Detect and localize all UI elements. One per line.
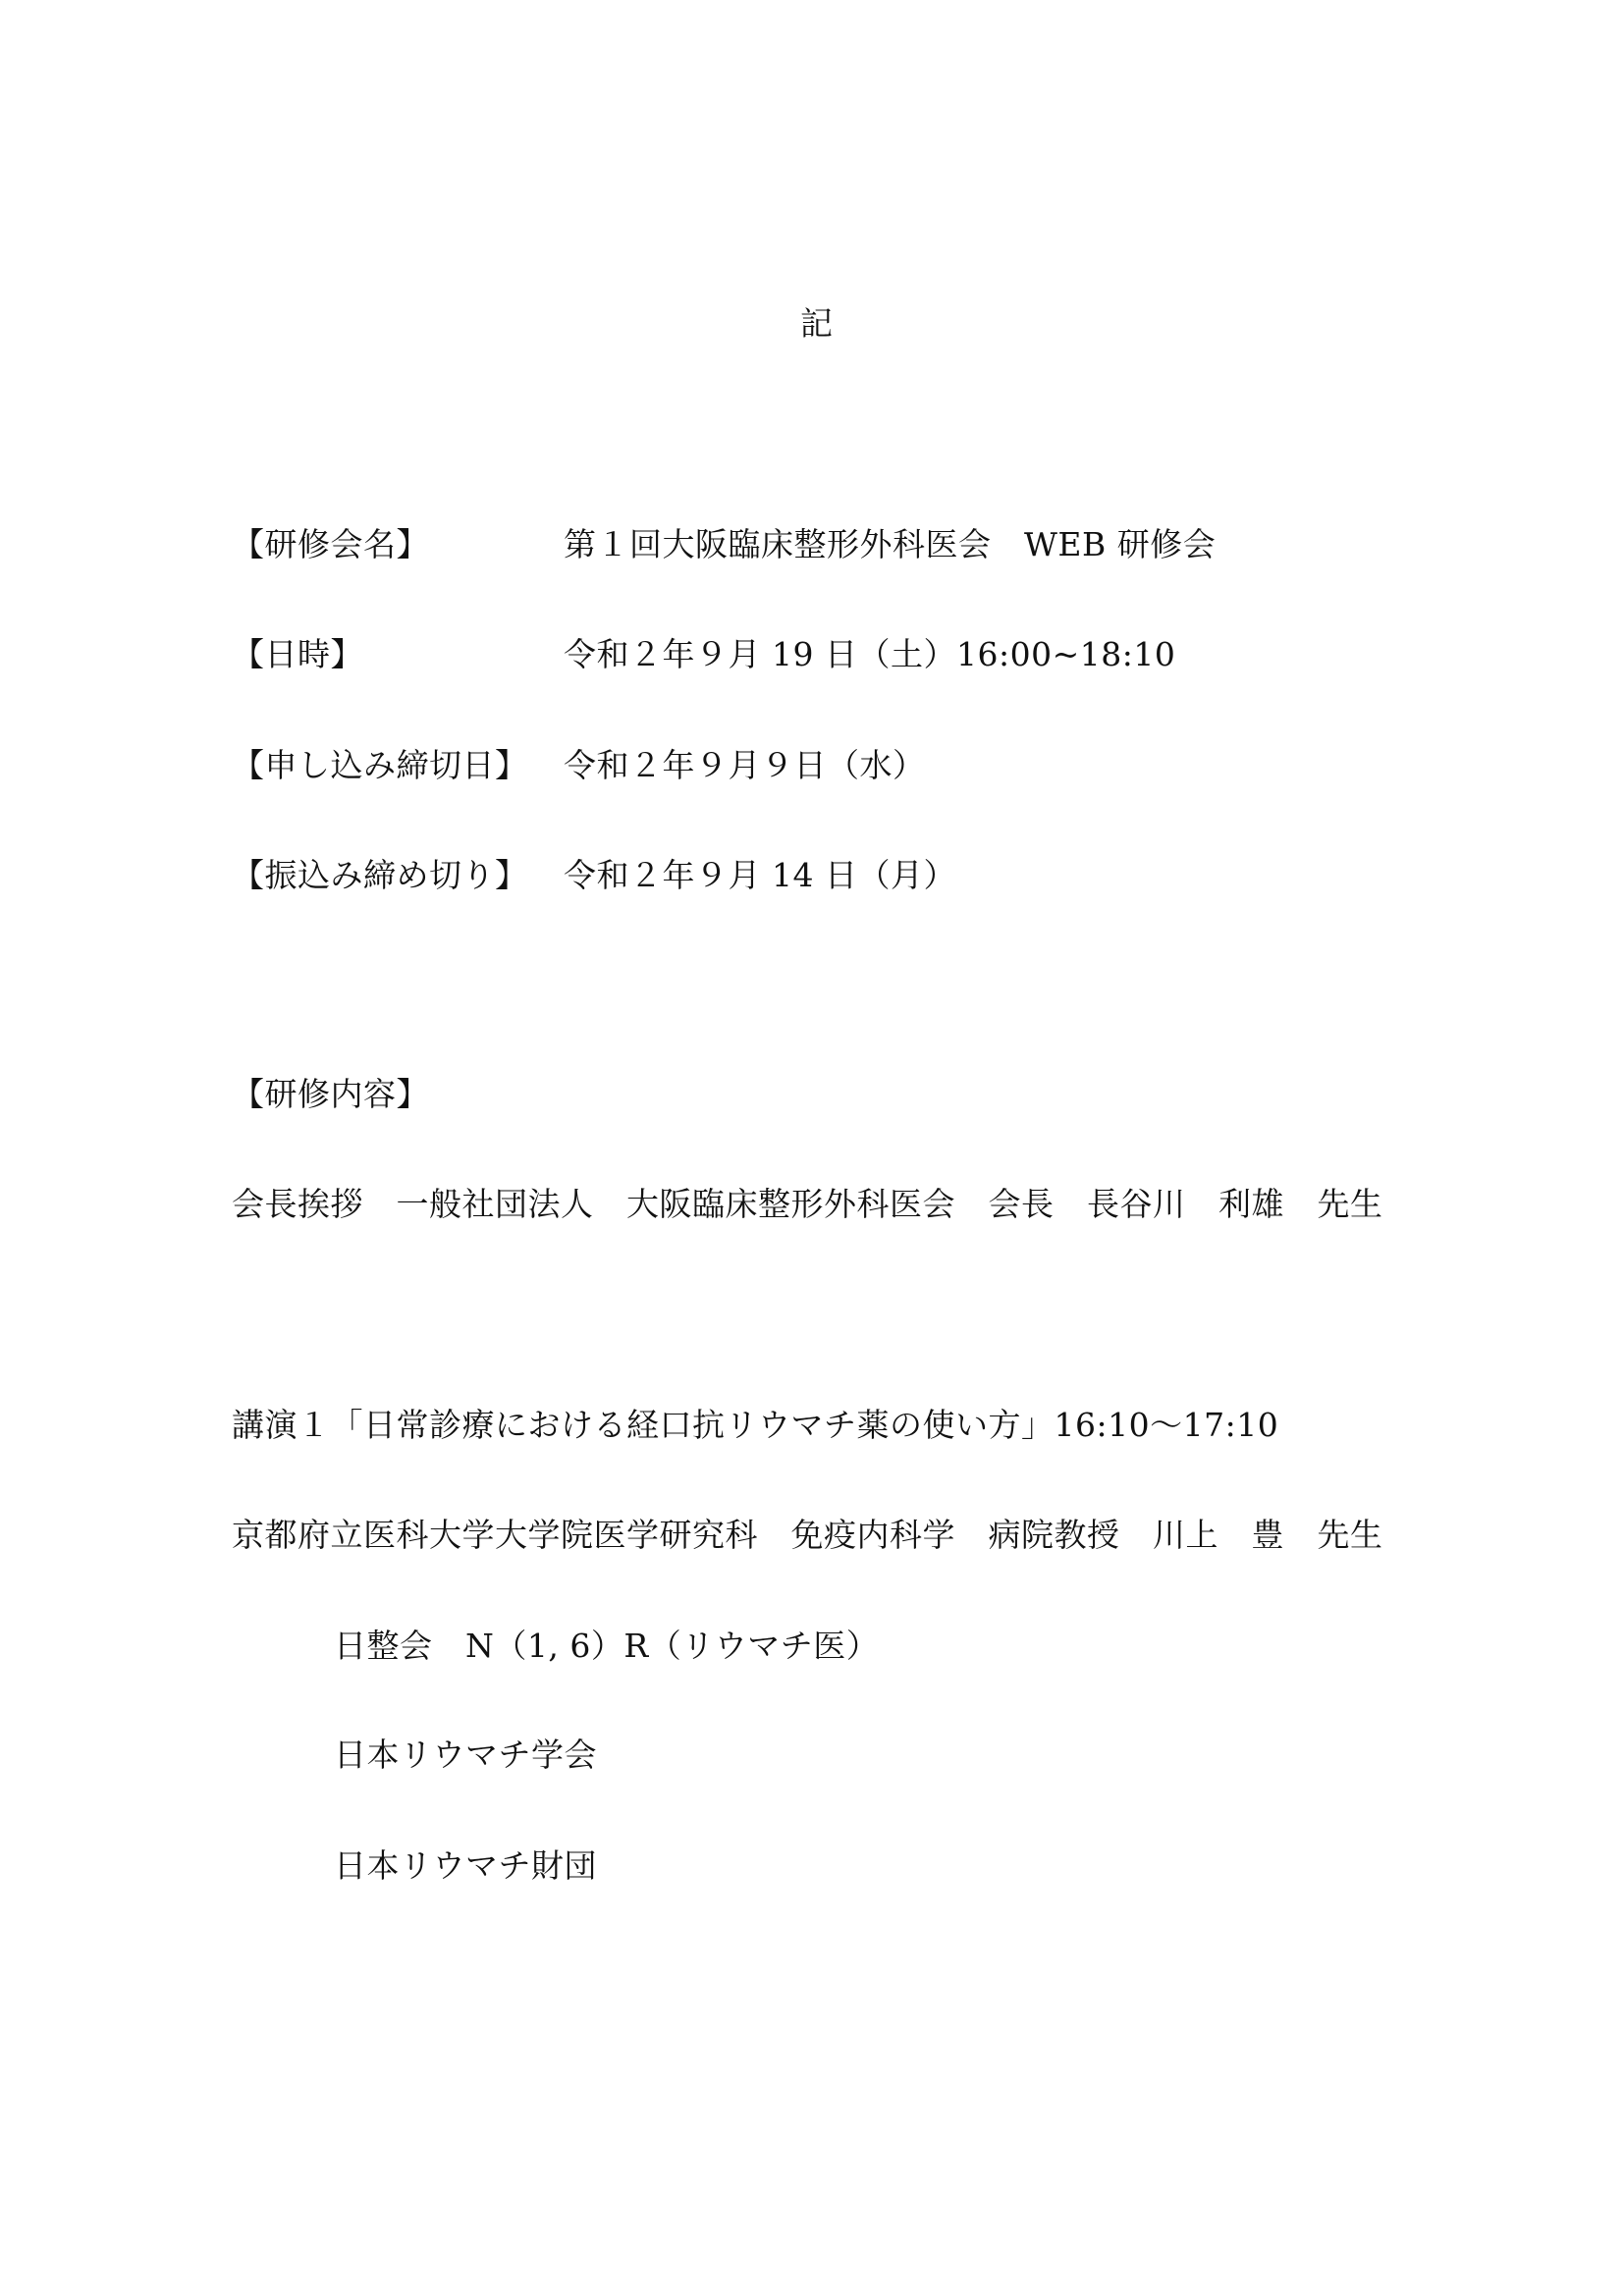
lecture1-speaker: 京都府立医科大学大学院医学研究科 免疫内科学 病院教授 川上 豊 先生 [232, 1516, 1383, 1554]
detail-value-datetime: 令和２年９月 19 日（土）16:00~18:10 [564, 635, 1176, 673]
detail-value-payment-deadline: 令和２年９月 14 日（月） [564, 856, 956, 894]
notice-heading: 記 [800, 304, 833, 343]
greeting-line: 会長挨拶 一般社団法人 大阪臨床整形外科医会 会長 長谷川 利雄 先生 [232, 1185, 1383, 1223]
detail-label-application-deadline: 【申し込み締切日】 [232, 746, 528, 784]
lecture1-title: 講演１「日常診療における経口抗リウマチ薬の使い方」16:10〜17:10 [232, 1406, 1279, 1444]
detail-value-seminar-name: 第１回大阪臨床整形外科医会 WEB 研修会 [564, 525, 1217, 563]
detail-label-seminar-name: 【研修会名】 [232, 525, 429, 563]
content-section-title: 【研修内容】 [232, 1075, 429, 1113]
lecture1-credit-rheumatism-foundation: 日本リウマチ財団 [334, 1846, 597, 1885]
detail-label-payment-deadline: 【振込み締め切り】 [232, 856, 528, 894]
detail-value-application-deadline: 令和２年９月９日（水） [564, 746, 926, 784]
lecture1-credit-jcr: 日本リウマチ学会 [334, 1735, 597, 1774]
detail-label-datetime: 【日時】 [232, 635, 363, 673]
lecture1-credit-joa: 日整会 N（1, 6）R（リウマチ医） [334, 1627, 880, 1665]
